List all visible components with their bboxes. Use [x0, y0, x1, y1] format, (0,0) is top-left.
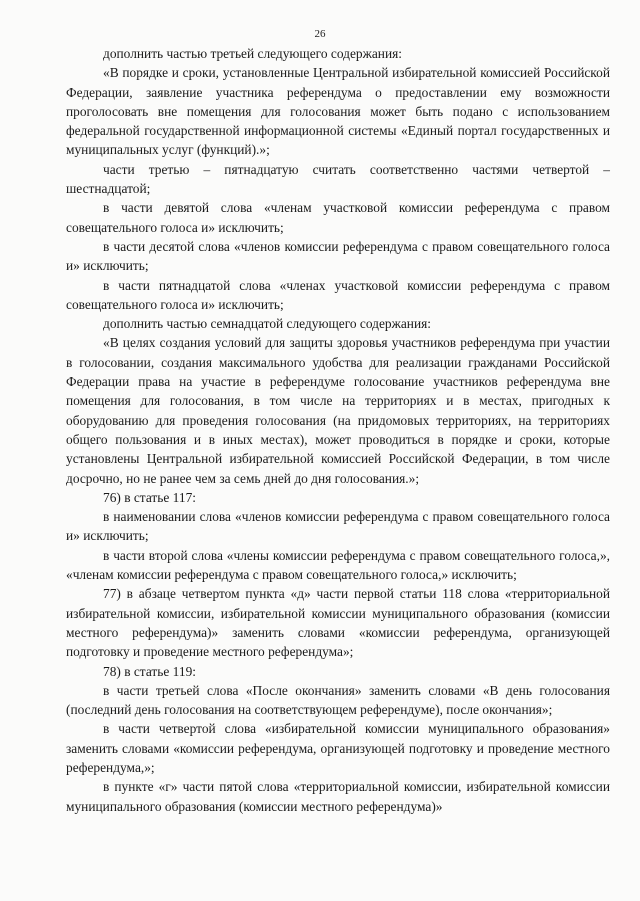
paragraph: в пункте «г» части пятой слова «территориальной комиссии, избирательной комиссии муниципального образования (комиссии местного референдума)» — [66, 779, 610, 814]
paragraph: в части третьей слова «После окончания» заменить словами «В день голосования (последний день голосования на соответствующем референдуме), после окончания»; — [66, 682, 610, 718]
paragraph: в части десятой слова «членов комиссии референдума с правом совещательного голоса и» исключить; — [66, 238, 610, 274]
paragraph: «В целях создания условий для защиты здоровья участников референдума при участии в голосовании, создания максимального удобства для реализации гражданами Российской Федерации права на участие в референдуме голосование участников референдума вне помещения для голосования, в том числе на территориях и в местах, пригодных к оборудованию для проведения голосования (на придомовых территориях, на территориях общего пользования и в иных местах), может проводиться в порядке и сроки, которые установлены Центральной избирательной комиссией Российской Федерации, в том числе досрочно, но не ранее чем за семь дней до дня голосования.»; — [66, 335, 610, 486]
paragraph: в части четвертой слова «избирательной комиссии муниципального образования» заменить словами «комиссии референдума, организующей подготовку и проведение местного референдума,»; — [66, 721, 610, 775]
paragraph: в части девятой слова «членам участковой комиссии референдума с правом совещательного голоса и» исключить; — [66, 200, 610, 235]
paragraph: в части второй слова «члены комиссии референдума с правом совещательного голоса,», «членам комиссии референдума с правом совещательного голоса,» исключить; — [66, 547, 610, 583]
document-body — [66, 44, 610, 816]
paragraph: 76) в статье 117: — [103, 489, 196, 505]
paragraph: 77) в абзаце четвертом пункта «д» части первой статьи 118 слова «территориальной избирательной комиссии, избирательной комиссии муниципального образования (комиссии местного референдума)» заменить словами «комиссии референдума, организующей подготовку и проведение местного референдума»; — [66, 586, 610, 660]
page-number: 26 — [314, 28, 326, 40]
paragraph: дополнить частью третьей следующего содержания: — [103, 46, 402, 61]
paragraph: 78) в статье 119: — [103, 663, 196, 679]
paragraph: части третью – пятнадцатую считать соответственно частями четвертой – шестнадцатой; — [66, 161, 610, 197]
paragraph: в части пятнадцатой слова «членах участковой комиссии референдума с правом совещательного голоса и» исключить; — [66, 277, 610, 312]
paragraph: в наименовании слова «членов комиссии референдума с правом совещательного голоса и» исключить; — [66, 509, 610, 544]
paragraph: дополнить частью семнадцатой следующего содержания: — [103, 316, 432, 332]
paragraph: «В порядке и сроки, установленные Центральной избирательной комиссией Российской Федерации, заявление участника референдума о предоставлении ему возможности проголосовать вне помещения для голосования может быть подано с использованием федеральной государственной информационной системы «Единый портал государственных и муниципальных услуг (функций).»; — [66, 65, 610, 158]
